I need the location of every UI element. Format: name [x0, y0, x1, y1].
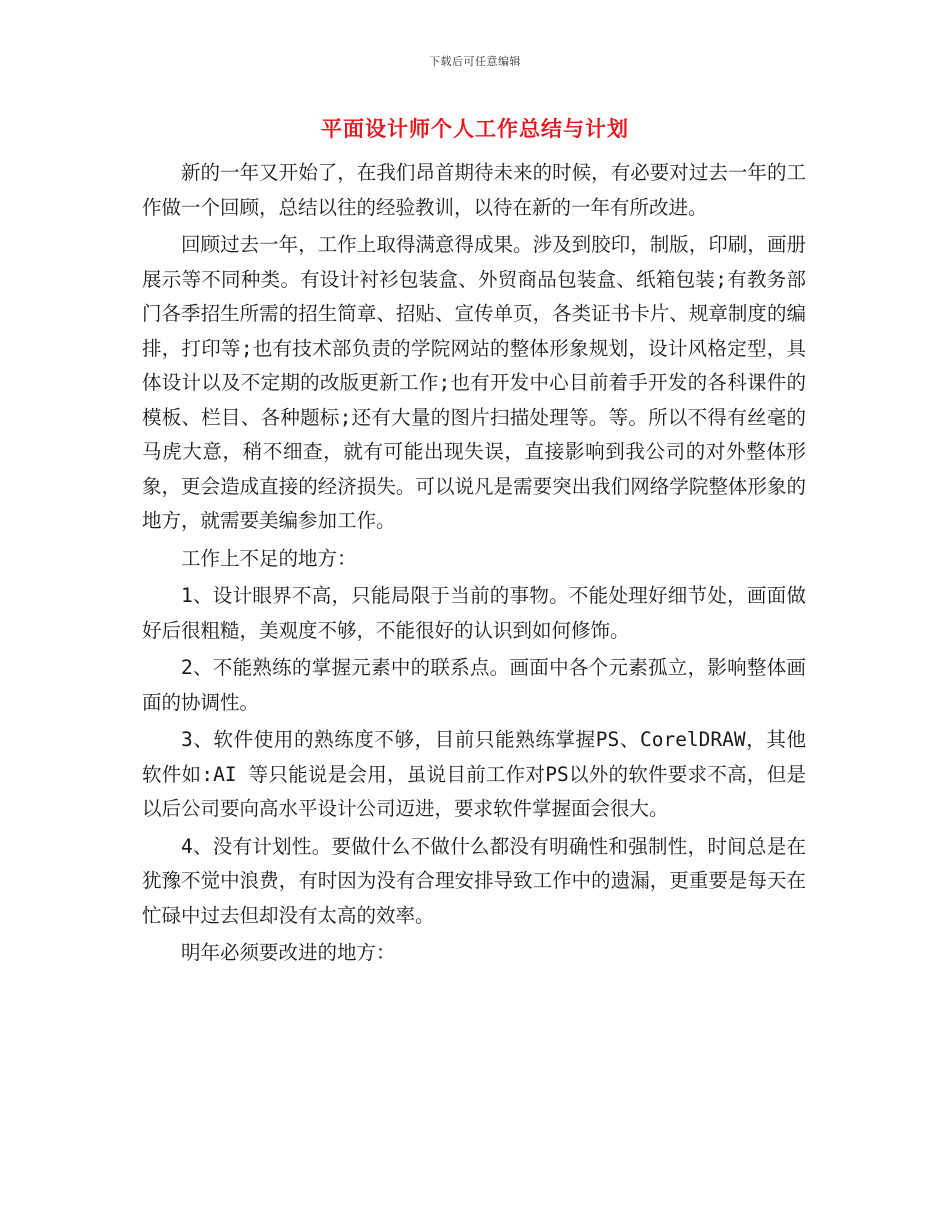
paragraph-intro: 新的一年又开始了，在我们昂首期待未来的时候，有必要对过去一年的工作做一个回顾，总结以往的经验教训，以待在新的一年有所改进。: [142, 161, 806, 219]
header-note: 下载后可任意编辑: [429, 55, 521, 68]
page-title: 平面设计师个人工作总结与计划: [321, 117, 629, 141]
paragraph-shortcoming-3: 3、软件使用的熟练度不够，目前只能熟练掌握PS、CorelDRAW，其他软件如:AI 等只能说是会用，虽说目前工作对PS以外的软件要求不高，但是以后公司要向高水平设计公司迈进，要求软件掌握面会很大。: [142, 728, 806, 820]
document-body: [142, 156, 806, 974]
paragraph-improvements-heading: 明年必须要改进的地方：: [181, 941, 396, 964]
paragraph-review: 回顾过去一年，工作上取得满意得成果。涉及到胶印，制版，印刷，画册展示等不同种类。有设计衬衫包装盒、外贸商品包装盒、纸箱包装;有教务部门各季招生所需的招生简章、招贴、宣传单页，各类证书卡片、规章制度的编排，打印等;也有技术部负责的学院网站的整体形象规划，设计风格定型，具体设计以及不定期的改版更新工作;也有开发中心目前着手开发的各科课件的模板、栏目、各种题标;还有大量的图片扫描处理等。等。所以不得有丝毫的马虎大意，稍不细查，就有可能出现失误，直接影响到我公司的对外整体形象，更会造成直接的经济损失。可以说凡是需要突出我们网络学院整体形象的地方，就需要美编参加工作。: [142, 233, 806, 532]
paragraph-shortcomings-heading: 工作上不足的地方：: [181, 546, 357, 570]
paragraph-shortcoming-2: 2、不能熟练的掌握元素中的联系点。画面中各个元素孤立，影响整体画面的协调性。: [142, 656, 806, 714]
paragraph-shortcoming-4: 4、没有计划性。要做什么不做什么都没有明确性和强制性，时间总是在犹豫不觉中浪费，有时因为没有合理安排导致工作中的遗漏，更重要是每天在忙碌中过去但却没有太高的效率。: [142, 834, 806, 927]
paragraph-shortcoming-1: 1、设计眼界不高，只能局限于当前的事物。不能处理好细节处，画面做好后很粗糙，美观度不够，不能很好的认识到如何修饰。: [142, 584, 806, 642]
